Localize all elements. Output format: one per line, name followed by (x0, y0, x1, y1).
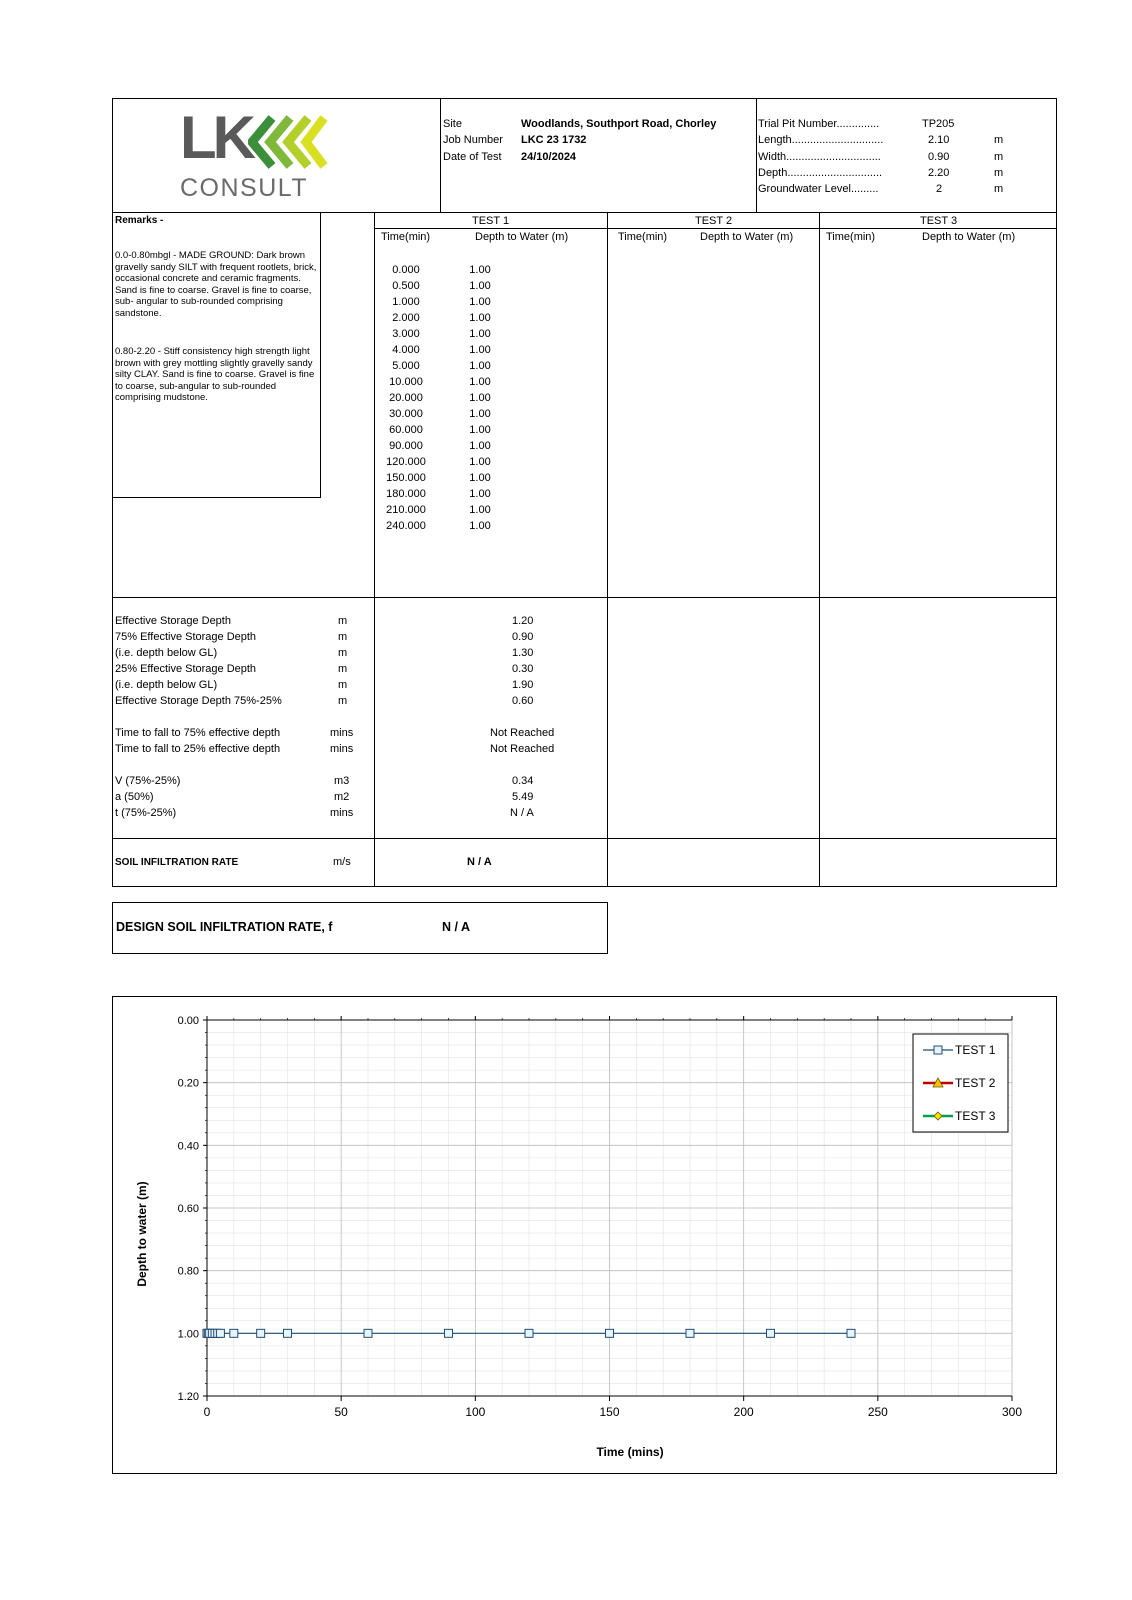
test1-depth-header: Depth to Water (m) (475, 231, 569, 243)
y-axis-title: Depth to water (m) (135, 1181, 149, 1287)
test2-left-border (607, 212, 608, 887)
test1-depth-cell: 1.00 (469, 408, 491, 420)
soil-infiltration-label: SOIL INFILTRATION RATE (115, 857, 239, 868)
chart-series (203, 1329, 855, 1337)
date-of-test-value: 24/10/2024 (521, 151, 577, 163)
data-point (364, 1329, 372, 1337)
test1-left-border (374, 212, 375, 887)
result-value: 1.30 (512, 647, 534, 659)
data-point (445, 1329, 453, 1337)
pit-unit: m (994, 183, 1004, 195)
test1-depth-cell: 1.00 (469, 456, 491, 468)
header-divider-1 (440, 98, 441, 213)
pit-value: 2 (936, 183, 943, 195)
test1-depth-cell: 1.00 (469, 488, 491, 500)
test1-time-column (380, 262, 432, 534)
result-unit: m2 (334, 791, 350, 803)
y-tick-label: 0.00 (177, 1015, 199, 1027)
date-of-test-label: Date of Test (443, 151, 502, 163)
result-unit: m (338, 647, 348, 659)
test1-depth-cell: 1.00 (469, 440, 491, 452)
test3-left-border (819, 212, 820, 887)
data-point (686, 1329, 694, 1337)
results-section-bottom-line (112, 838, 1057, 839)
x-tick-label: 150 (599, 1405, 620, 1419)
result-label: 75% Effective Storage Depth (115, 631, 257, 643)
test-subheader-line (374, 228, 1057, 229)
x-tick-label: 0 (203, 1405, 211, 1419)
result-value: 0.30 (512, 663, 534, 675)
test1-time-cell: 150.000 (386, 472, 426, 484)
test1-time-cell: 4.000 (392, 344, 420, 356)
test1-depth-cell: 1.00 (469, 312, 491, 324)
pit-label: Trial Pit Number.............. (758, 118, 880, 130)
remarks-clay: 0.80-2.20 - Stiff consistency high strength light brown with grey mottling slightly gravelly sandy silty CLAY. Sand is fine to coarse. Gravel is fine to coarse, sub-angular to sub-rounded comprising mudstone. (115, 346, 315, 403)
data-point (284, 1329, 292, 1337)
test1-depth-cell: 1.00 (469, 280, 491, 292)
result-unit: m (338, 695, 348, 707)
result-label: Time to fall to 75% effective depth (115, 727, 281, 739)
data-point (525, 1329, 533, 1337)
test1-time-cell: 240.000 (386, 520, 426, 532)
test1-depth-cell: 1.00 (469, 296, 491, 308)
pit-label: Width............................... (758, 151, 881, 163)
legend-label-test1: TEST 1 (955, 1043, 996, 1057)
pit-label: Length.............................. (758, 134, 884, 146)
y-tick-label: 0.40 (177, 1140, 199, 1153)
test3-header: TEST 3 (920, 215, 958, 227)
test1-time-cell: 30.000 (389, 408, 423, 420)
result-unit: m (338, 679, 348, 691)
y-tick-label: 1.20 (177, 1391, 199, 1403)
remarks-title: Remarks - (115, 215, 164, 226)
test1-header: TEST 1 (472, 215, 510, 227)
test1-depth-cell: 1.00 (469, 472, 491, 484)
test1-time-cell: 1.000 (392, 296, 420, 308)
test2-depth-header: Depth to Water (m) (700, 231, 794, 243)
pit-value: 0.90 (928, 151, 950, 163)
data-point (216, 1329, 224, 1337)
job-number-label: Job Number (443, 134, 503, 146)
remarks-made-ground: 0.0-0.80mbgl - MADE GROUND: Dark brown gravelly sandy SILT with frequent rootlets, brick, occasional concrete and ceramic fragments. Sand is fine to coarse. Gravel is fine to coarse, sub- angular to sub-rounded comprising sandstone. (115, 250, 317, 319)
result-label: Effective Storage Depth 75%-25% (115, 695, 282, 707)
test3-time-header: Time(min) (826, 231, 876, 243)
test1-time-cell: 5.000 (392, 360, 420, 372)
pit-value: 2.10 (928, 134, 950, 146)
test1-time-header: Time(min) (381, 231, 431, 243)
result-value: 0.90 (512, 631, 534, 643)
data-point (257, 1329, 265, 1337)
result-unit: m3 (334, 775, 350, 787)
test1-time-cell: 0.000 (392, 264, 420, 276)
test3-depth-header: Depth to Water (m) (922, 231, 1016, 243)
x-axis-title: Time (mins) (596, 1445, 664, 1459)
soil-infiltration-unit: m/s (333, 856, 351, 868)
result-unit: m (338, 663, 348, 675)
header-divider-2 (756, 98, 757, 213)
result-unit: mins (330, 807, 354, 819)
result-label: 25% Effective Storage Depth (115, 663, 257, 675)
result-value: N / A (510, 807, 534, 819)
legend-marker-test1 (934, 1046, 942, 1054)
result-value: 1.20 (512, 615, 534, 627)
job-number-value: LKC 23 1732 (521, 134, 587, 146)
x-tick-label: 50 (334, 1405, 348, 1419)
result-unit: m (338, 615, 348, 627)
pit-unit: m (994, 167, 1004, 179)
y-tick-label: 0.80 (177, 1265, 199, 1278)
x-tick-label: 250 (867, 1405, 888, 1419)
data-section-bottom-line (112, 597, 1057, 598)
result-label: t (75%-25%) (115, 807, 177, 819)
test1-time-cell: 90.000 (389, 440, 423, 452)
result-label: (i.e. depth below GL) (115, 647, 218, 659)
result-unit: mins (330, 743, 354, 755)
legend-label-test3: TEST 3 (955, 1109, 996, 1123)
result-value: Not Reached (490, 743, 555, 755)
test1-time-cell: 20.000 (389, 392, 423, 404)
x-tick-label: 200 (733, 1405, 754, 1419)
test1-depth-cell: 1.00 (469, 504, 491, 516)
result-label: (i.e. depth below GL) (115, 679, 218, 691)
x-tick-label: 300 (1001, 1405, 1023, 1419)
test1-depth-column (460, 262, 500, 534)
test1-depth-cell: 1.00 (469, 376, 491, 388)
legend-label-test2: TEST 2 (955, 1076, 996, 1090)
pit-unit: m (994, 151, 1004, 163)
test1-time-cell: 210.000 (386, 504, 426, 516)
pit-unit: m (994, 134, 1004, 146)
test1-depth-cell: 1.00 (469, 328, 491, 340)
chart-legend (913, 1034, 1008, 1132)
logo-word: CONSULT (180, 174, 309, 202)
logo-chevron-4 (306, 118, 324, 166)
data-point (230, 1329, 238, 1337)
company-logo (180, 104, 320, 202)
result-label: a (50%) (115, 791, 154, 803)
test1-time-cell: 60.000 (389, 424, 423, 436)
logo-mark: LK (180, 104, 252, 171)
test1-depth-cell: 1.00 (469, 520, 491, 532)
data-point (847, 1329, 855, 1337)
pit-label: Depth............................... (758, 167, 883, 179)
result-value: 1.90 (512, 679, 534, 691)
test1-time-cell: 120.000 (386, 456, 426, 468)
chart-grid (207, 1020, 1012, 1396)
test1-time-cell: 0.500 (392, 280, 420, 292)
site-value: Woodlands, Southport Road, Chorley (521, 118, 717, 130)
logo-chevrons (248, 114, 328, 170)
pit-value: 2.20 (928, 167, 950, 179)
test1-depth-cell: 1.00 (469, 424, 491, 436)
design-rate-value: N / A (442, 920, 471, 934)
test1-depth-cell: 1.00 (469, 264, 491, 276)
test1-time-cell: 2.000 (392, 312, 420, 324)
test1-depth-cell: 1.00 (469, 344, 491, 356)
site-label: Site (443, 118, 462, 130)
test1-depth-cell: 1.00 (469, 360, 491, 372)
design-rate-label: DESIGN SOIL INFILTRATION RATE, f (116, 920, 333, 934)
y-tick-label: 0.20 (177, 1077, 199, 1090)
test1-time-cell: 180.000 (386, 488, 426, 500)
pit-value: TP205 (922, 118, 955, 130)
soil-infiltration-value: N / A (467, 856, 492, 868)
data-point (606, 1329, 614, 1337)
result-value: 0.34 (512, 775, 534, 787)
test2-header: TEST 2 (695, 215, 733, 227)
test2-time-header: Time(min) (618, 231, 668, 243)
y-tick-label: 1.00 (177, 1328, 199, 1341)
test1-time-cell: 3.000 (392, 328, 420, 340)
result-label: Effective Storage Depth (115, 615, 231, 627)
result-value: 0.60 (512, 695, 534, 707)
result-unit: m (338, 631, 348, 643)
result-value: 5.49 (512, 791, 534, 803)
test1-time-cell: 10.000 (389, 376, 423, 388)
result-label: V (75%-25%) (115, 775, 181, 787)
test1-depth-cell: 1.00 (469, 392, 491, 404)
result-label: Time to fall to 25% effective depth (115, 743, 281, 755)
y-tick-label: 0.60 (177, 1203, 199, 1215)
x-tick-label: 100 (465, 1405, 486, 1419)
data-point (767, 1329, 775, 1337)
result-value: Not Reached (490, 727, 555, 739)
depth-time-chart (112, 996, 1057, 1474)
result-unit: mins (330, 727, 354, 739)
pit-label: Groundwater Level......... (758, 183, 879, 195)
